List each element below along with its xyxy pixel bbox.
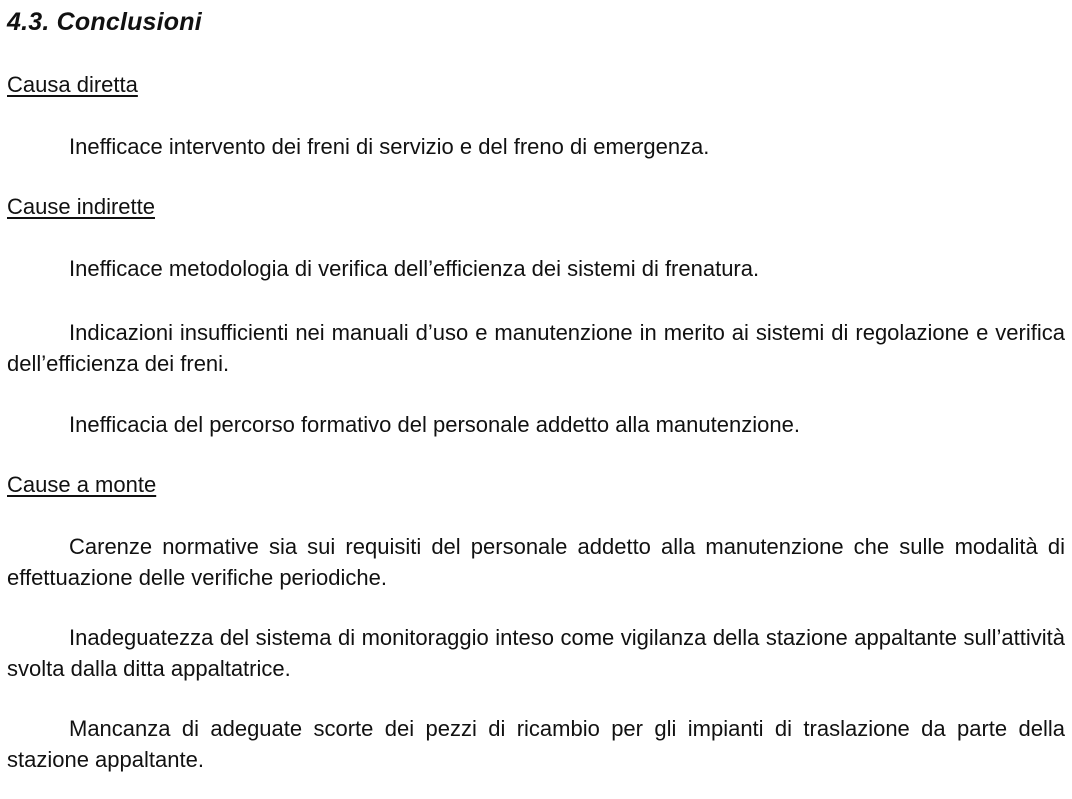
paragraph-cause-a-monte-1: Carenze normative sia sui requisiti del personale addetto alla manutenzione che sulle modalità di effettuazione delle verifiche periodiche.: [7, 534, 1065, 590]
section-title: 4.3. Conclusioni: [7, 8, 202, 36]
paragraph-cause-a-monte-2: Inadeguatezza del sistema di monitoraggio inteso come vigilanza della stazione appaltante sull’attività svolta dalla ditta appaltatrice.: [7, 625, 1065, 681]
paragraph-cause-indirette-3: Inefficacia del percorso formativo del personale addetto alla manutenzione.: [69, 412, 800, 437]
paragraph-cause-indirette-1: Inefficace metodologia di verifica dell’efficienza dei sistemi di frenatura.: [69, 256, 760, 281]
paragraph-cause-a-monte-3: Mancanza di adeguate scorte dei pezzi di ricambio per gli impianti di traslazione da parte della stazione appaltante.: [7, 716, 1065, 772]
paragraph-causa-diretta-1: Inefficace intervento dei freni di servizio e del freno di emergenza.: [69, 134, 710, 159]
subheading-cause-a-monte: Cause a monte: [7, 472, 157, 497]
subheading-causa-diretta: Causa diretta: [7, 72, 138, 97]
paragraph-cause-indirette-2: Indicazioni insufficienti nei manuali d’uso e manutenzione in merito ai sistemi di regolazione e verifica dell’efficienza dei freni.: [7, 320, 1065, 376]
subheading-cause-indirette: Cause indirette: [7, 194, 155, 219]
